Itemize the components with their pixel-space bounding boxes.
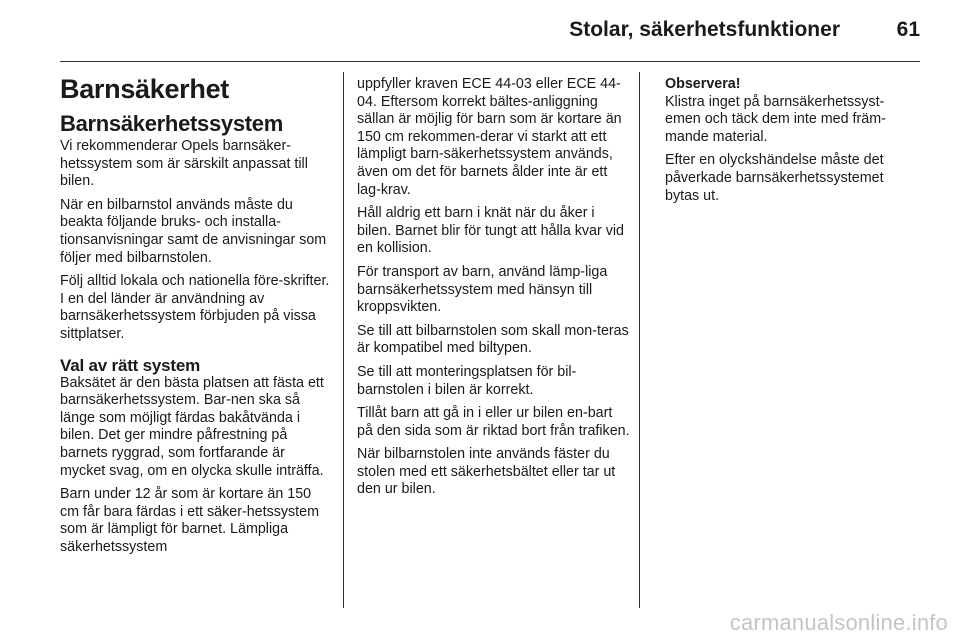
- note-title: Observera!: [665, 76, 741, 92]
- paragraph: uppfyller kraven ECE 44-03 eller ECE 44-04. Eftersom korrekt bältes-anliggning sällan är möjlig för barn som är kortare än 150 cm rekommen-derar vi starkt att ett lämpligt barn-säkerhetssystem används, även om det för barnets ålder inte är ett lag-krav.: [357, 76, 622, 198]
- column-3: [665, 76, 920, 211]
- paragraph: Efter en olyckshändelse måste det påverkade barnsäkerhetssystemet bytas ut.: [665, 152, 884, 204]
- paragraph: När en bilbarnstol används måste du beakta följande bruks- och installa-tionsanvisningar samt de anvisningar som följer med bilbarnstolen.: [60, 196, 327, 266]
- paragraph: Se till att monteringsplatsen för bil-barnstolen i bilen är korrekt.: [357, 363, 577, 398]
- note-text: Klistra inget på barnsäkerhetssyst-emen och täck dem inte med främ-mande material.: [665, 93, 886, 145]
- subsection-heading: Val av rätt system: [60, 355, 201, 375]
- chapter-heading: Barnsäkerhet: [60, 74, 229, 104]
- paragraph: När bilbarnstolen inte används fäster du stolen med ett säkerhetsbältet eller tar ut den ur bilen.: [357, 446, 616, 498]
- column-1: [60, 74, 332, 562]
- section-heading: Barnsäkerhetssystem: [60, 111, 283, 136]
- watermark: carmanualsonline.info: [729, 610, 948, 635]
- paragraph: Baksätet är den bästa platsen att fästa ett barnsäkerhetssystem. Bar-nen ska så länge som möjligt färdas bakåtvända i bilen. Det ger mindre påfrestning på barnets ryggrad, som fortfarande är mycket svag, om en olycka skulle inträffa.: [60, 374, 324, 479]
- paragraph: Barn under 12 år som är kortare än 150 cm får bara färdas i ett säker-hetssystem som är lämpligt för barnet. Lämpliga säkerhetssystem: [60, 486, 320, 555]
- paragraph: Följ alltid lokala och nationella före-skrifter. I en del länder är användning av barnsäkerhetssystem förbjuden på vissa sittplatser.: [60, 273, 330, 342]
- section-title: Stolar, säkerhetsfunktioner: [569, 18, 840, 41]
- paragraph: För transport av barn, använd lämp-liga barnsäkerhetssystem med hänsyn till kroppsvikten.: [357, 263, 608, 316]
- paragraph: Håll aldrig ett barn i knät när du åker i bilen. Barnet blir för tungt att hålla kvar vid en kollision.: [357, 205, 625, 257]
- paragraph: Se till att bilbarnstolen som skall mon-teras är kompatibel med biltypen.: [357, 322, 629, 357]
- column-divider-2: [639, 72, 640, 608]
- page-number: 61: [896, 18, 920, 41]
- paragraph: Vi rekommenderar Opels barnsäker-hetssystem som är särskilt anpassat till bilen.: [60, 138, 308, 190]
- paragraph: Tillåt barn att gå in i eller ur bilen en-bart på den sida som är riktad bort från trafiken.: [357, 405, 630, 439]
- column-2: [357, 76, 631, 505]
- column-divider-1: [343, 72, 344, 608]
- page-header: [0, 14, 920, 54]
- header-rule: [60, 61, 920, 62]
